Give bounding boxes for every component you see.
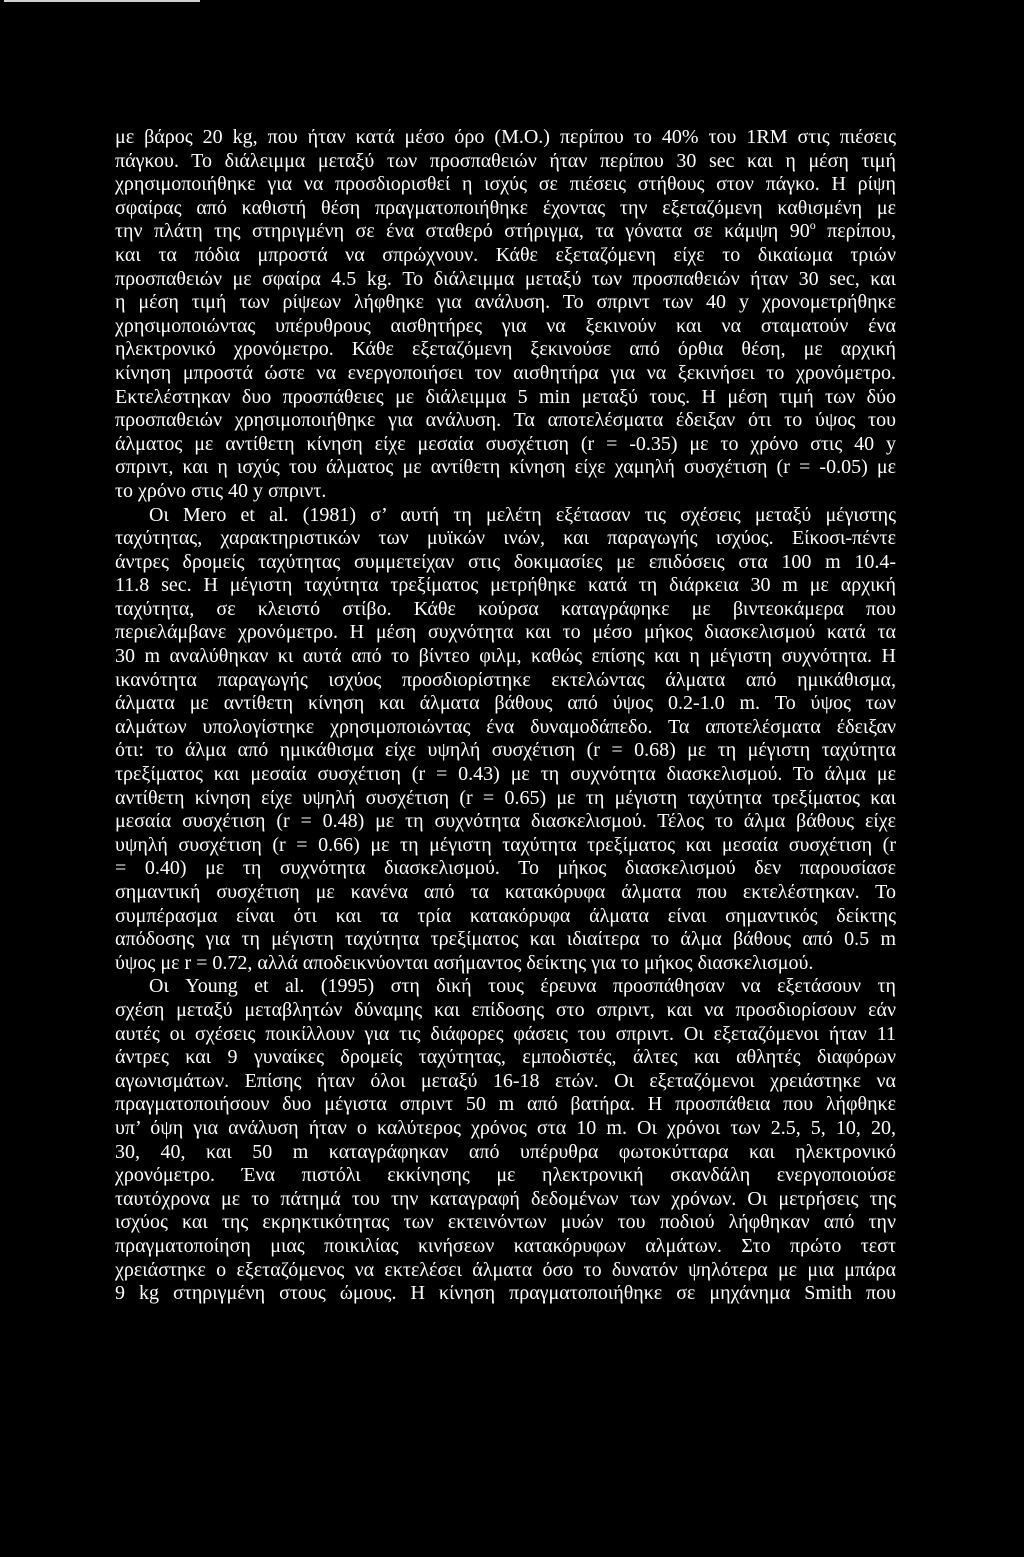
text-line: υψηλή συσχέτιση (r = 0.66) με τη μέγιστη ταχύτητα τρεξίματος και μεσαία συσχέτιση (r (115, 833, 896, 856)
text-line: η μέση τιμή των ρίψεων λήφθηκε για ανάλυση. Το σπριντ των 40 y χρονομετρήθηκε (115, 291, 896, 314)
text-line: 11.8 sec. Η μέγιστη ταχύτητα τρεξίματος μετρήθηκε κατά τη διάρκεια 30 m με αρχική (115, 574, 896, 597)
text-line: προσπαθειών χρησιμοποιήθηκε για ανάλυση. Τα αποτελέσματα έδειξαν ότι το ύψος του (115, 409, 896, 432)
text-line: και τα πόδια μπροστά να σπρώχνουν. Κάθε εξεταζόμενη είχε το δικαίωμα τριών (115, 243, 896, 266)
text-line: άλματος με αντίθετη κίνηση είχε μεσαία συσχέτιση (r = -0.35) με το χρόνο στις 40 y (115, 432, 896, 455)
text-line: 30, 40, και 50 m καταγράφηκαν από υπέρυθρα φωτοκύτταρα και ηλεκτρονικό (115, 1140, 896, 1163)
text-line: ταχύτητας, χαρακτηριστικών των μυϊκών ινών, και παραγωγής ισχύος. Είκοσι-πέντε (115, 527, 896, 550)
degree-superscript: ο (809, 218, 816, 233)
text-line: συμπέρασμα είναι ότι και τα τρία κατακόρυφα άλματα είναι σημαντικός δείκτης (115, 904, 896, 927)
text-line: ταχύτητα, σε κλειστό στίβο. Κάθε κούρσα καταγράφηκε με βιντεοκάμερα που (115, 597, 896, 620)
text-line: περιελάμβανε χρονόμετρο. Η μέση συχνότητα και το μέσο μήκος διασκελισμού κατά τα (115, 621, 896, 644)
text-line: χρησιμοποιώντας υπέρυθρους αισθητήρες για να ξεκινούν και να σταματούν ένα (115, 314, 896, 337)
text-line: μεσαία συσχέτιση (r = 0.48) με τη συχνότητα διασκελισμού. Τέλος το άλμα βάθους είχε (115, 810, 896, 833)
text-line: = 0.40) με τη συχνότητα διασκελισμού. Το μήκος διασκελισμού δεν παρουσίασε (115, 857, 896, 880)
text-line: απόδοσης για τη μέγιστη ταχύτητα τρεξίματος και ιδιαίτερα το άλμα βάθους από 0.5 m (115, 928, 896, 951)
text-line: αγωνισμάτων. Επίσης ήταν όλοι μεταξύ 16-18 ετών. Οι εξεταζόμενοι χρειάστηκε να (115, 1069, 896, 1092)
text-line: ταυτόχρονα με το πάτημά του την καταγραφή δεδομένων των χρόνων. Οι μετρήσεις της (115, 1187, 896, 1210)
text-line: αντίθετη κίνηση είχε υψηλή συσχέτιση (r = 0.65) με τη μέγιστη ταχύτητα τρεξίματος και (115, 786, 896, 809)
text-line: σχέση μεταξύ μεταβλητών δύναμης και επίδοσης στο σπριντ, και να προσδιορίσουν εάν (115, 998, 896, 1021)
text-line (115, 220, 896, 244)
text-line: 9 kg στηριγμένη στους ώμους. Η κίνηση πραγματοποιήθηκε σε μηχάνημα Smith που (115, 1282, 896, 1305)
text-line: σημαντική συσχέτιση με κανένα από τα κατακόρυφα άλματα που εκτελέστηκαν. Το (115, 881, 896, 903)
text-line: Εκτελέστηκαν δυο προσπάθειες με διάλειμμα 5 min μεταξύ τους. Η μέση τιμή των δύο (115, 385, 896, 408)
text-line: άλματα με αντίθετη κίνηση και άλματα βάθους από ύψος 0.2-1.0 m. Το ύψος των (115, 692, 896, 715)
text-line: αυτές οι σχέσεις ποικίλλουν για τις διάφορες φάσεις του σπριντ. Οι εξεταζόμενοι ήταν 11 (115, 1022, 896, 1045)
text-line: σπριντ, και η ισχύς του άλματος με αντίθετη κίνηση είχε χαμηλή συσχέτιση (r = -0.05) με (115, 456, 896, 479)
text-line: πραγματοποίηση μιας ποικιλίας κινήσεων κατακόρυφων αλμάτων. Στο πρώτο τεστ (115, 1234, 896, 1257)
text-line: χρησιμοποιήθηκε για να προσδιορισθεί η ισχύς σε πιέσεις στήθους στον πάγκο. Η ρίψη (115, 173, 896, 196)
text-line: κίνηση μπροστά ώστε να ενεργοποιήσει τον αισθητήρα για να ξεκινήσει το χρονόμετρο. (115, 361, 896, 384)
text-line: ισχύος και της εκρηκτικότητας των εκτεινόντων μυών του ποδιού λήφθηκαν από την (115, 1211, 896, 1234)
text-line: ύψος με r = 0.72, αλλά αποδεικνύονται ασήμαντος δείκτης για το μήκος διασκελισμού. (115, 951, 814, 974)
text-line: πραγματοποιήσουν δυο μέγιστα σπριντ 50 m από βατήρα. Η προσπάθεια που λήφθηκε (115, 1093, 896, 1116)
text-line: Οι Mero et al. (1981) σ’ αυτή τη μελέτη εξέτασαν τις σχέσεις μεταξύ μέγιστης (149, 503, 896, 526)
text-span: περίπου, (815, 220, 896, 243)
text-line: προσπαθειών με σφαίρα 4.5 kg. Το διάλειμμα μεταξύ των προσπαθειών ήταν 30 sec, και (115, 267, 896, 290)
text-line: άντρες δρομείς ταχύτητας συμμετείχαν στις δοκιμασίες με επιδόσεις στα 100 m 10.4- (115, 550, 896, 573)
text-line: αλμάτων υπολογίστηκε χρησιμοποιώντας ένα δυναμοδάπεδο. Τα αποτελέσματα έδειξαν (115, 715, 896, 738)
text-line: Οι Young et al. (1995) στη δική τους έρευνα προσπάθησαν να εξετάσουν τη (149, 975, 896, 998)
text-line: χρονόμετρο. Ένα πιστόλι εκκίνησης με ηλεκτρονική σκανδάλη ενεργοποιούσε (115, 1164, 896, 1187)
text-line: πάγκου. Το διάλειμμα μεταξύ των προσπαθειών ήταν περίπου 30 sec και η μέση τιμή (115, 149, 896, 172)
text-line: χρειάστηκε ο εξεταζόμενος να εκτελέσει άλματα όσο το δυνατόν ψηλότερα με μια μπάρα (115, 1258, 896, 1281)
text-line: υπ’ όψη για ανάλυση ήταν ο καλύτερος χρόνος στα 10 m. Οι χρόνοι των 2.5, 5, 10, 20, (115, 1116, 896, 1139)
text-line: άντρες και 9 γυναίκες δρομείς ταχύτητας, εμποδιστές, άλτες και αθλητές διαφόρων (115, 1046, 896, 1069)
text-line: με βάρος 20 kg, που ήταν κατά μέσο όρο (Μ.Ο.) περίπου το 40% του 1RM στις πιέσεις (115, 126, 896, 148)
text-line: ότι: το άλμα από ημικάθισμα είχε υψηλή συσχέτιση (r = 0.68) με τη μέγιστη ταχύτητα (115, 739, 896, 762)
text-line: 30 m αναλύθηκαν κι αυτά από το βίντεο φιλμ, καθώς επίσης και η μέγιστη συχνότητα. Η (115, 645, 896, 668)
text-line: ηλεκτρονικό χρονόμετρο. Κάθε εξεταζόμενη ξεκινούσε από όρθια θέση, με αρχική (115, 338, 896, 361)
text-line: το χρόνο στις 40 y σπριντ. (115, 479, 327, 502)
text-span: την πλάτη της στηριγμένη σε ένα σταθερό στήριγμα, τα γόνατα σε κάμψη 90 (115, 220, 810, 243)
document-page (115, 126, 896, 1306)
text-line: τρεξίματος και μεσαία συσχέτιση (r = 0.43) με τη συχνότητα διασκελισμού. Το άλμα με (115, 763, 896, 786)
text-line: ικανότητα παραγωγής ισχύος προσδιορίστηκε εκτελώντας άλματα από ημικάθισμα, (115, 668, 896, 691)
text-line: σφαίρας από καθιστή θέση πραγματοποιήθηκε έχοντας την εξεταζόμενη καθισμένη με (115, 196, 896, 219)
top-edge-rule (4, 0, 200, 2)
